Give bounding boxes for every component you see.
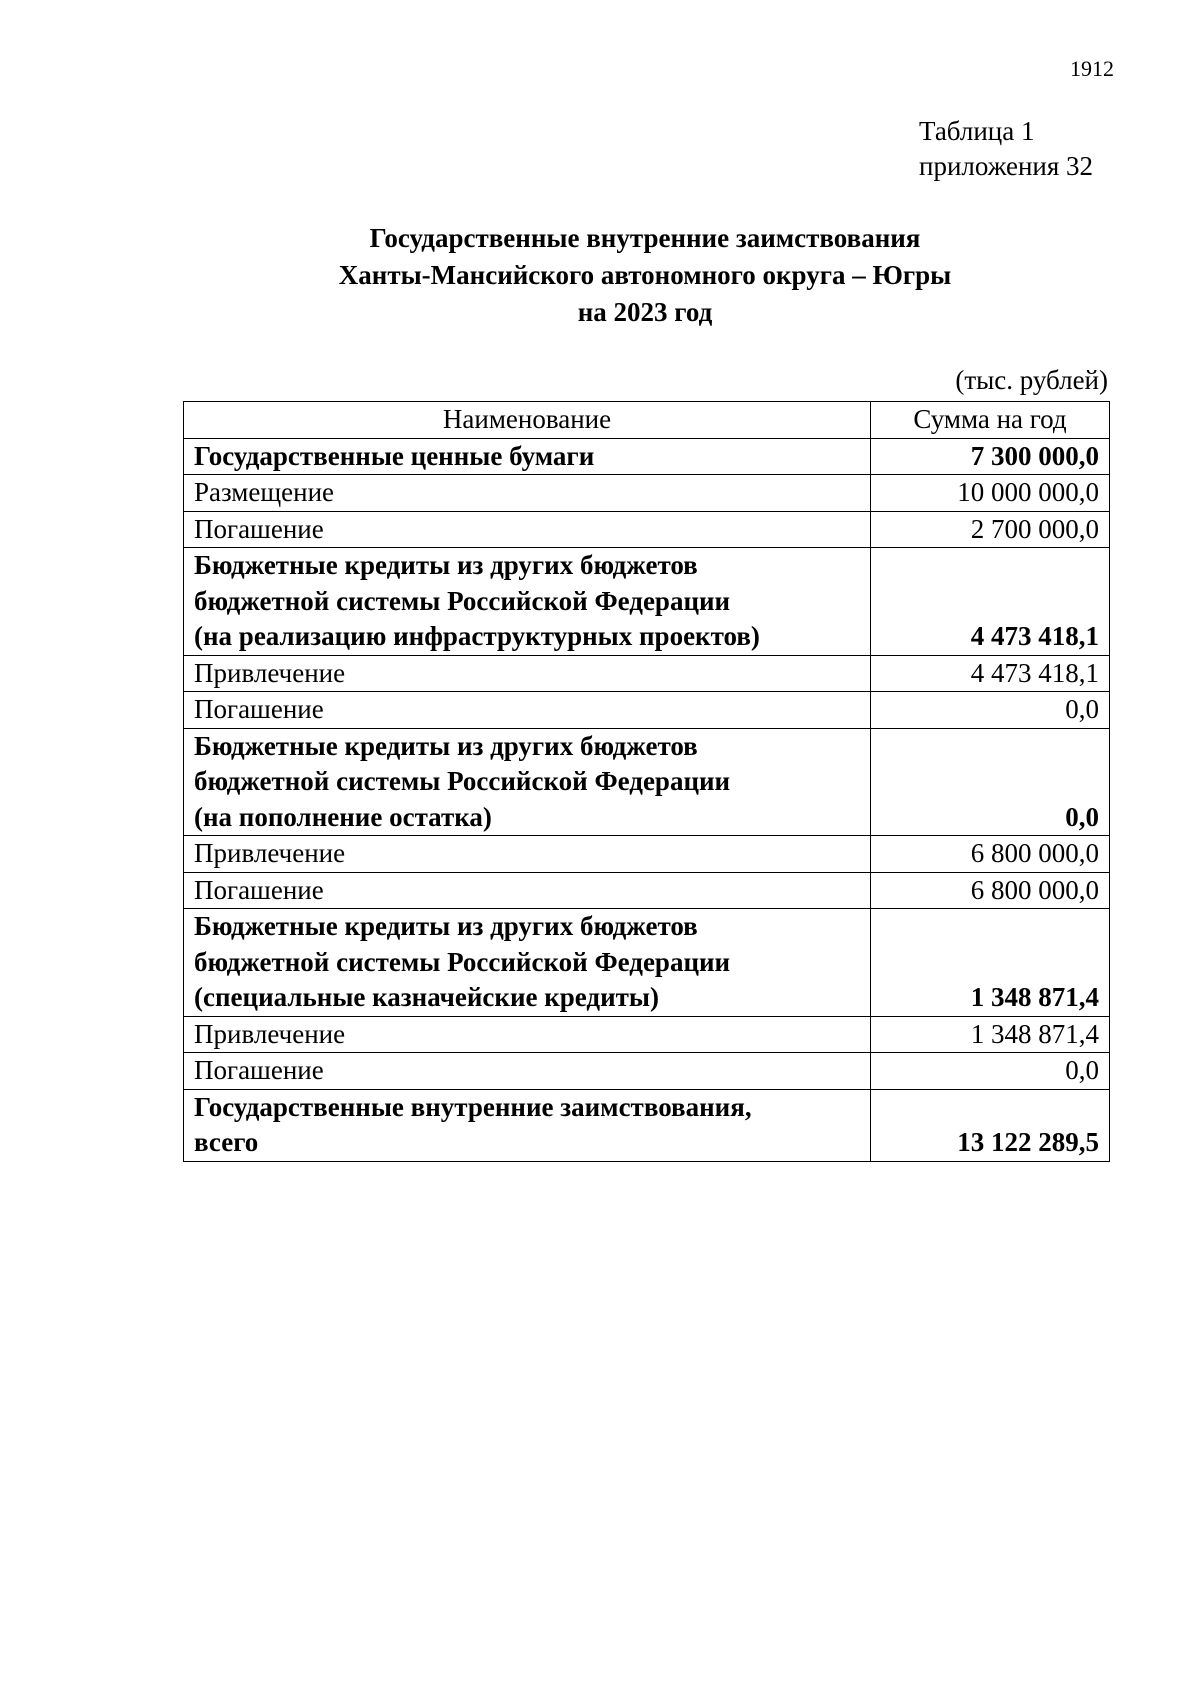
row-name-line: Погашение: [194, 694, 324, 724]
row-sum-cell: 4 473 418,1: [871, 655, 1110, 692]
row-name-cell: [184, 692, 871, 729]
table-body: [184, 438, 1110, 1161]
column-header-name: Наименование: [184, 402, 871, 439]
row-name-line: Бюджетные кредиты из других бюджетов: [194, 911, 698, 941]
row-sum-cell: 7 300 000,0: [871, 438, 1110, 475]
row-sum-cell: 1 348 871,4: [871, 1016, 1110, 1053]
row-sum-cell: 10 000 000,0: [871, 475, 1110, 512]
row-name-line: бюджетной системы Российской Федерации: [194, 946, 731, 977]
table-row: [184, 475, 1110, 512]
row-name-cell: [184, 1016, 871, 1053]
row-name-line: (специальные казначейские кредиты): [194, 982, 659, 1012]
table-header-row: [184, 402, 1110, 439]
row-name-line: (на пополнение остатка): [194, 801, 492, 832]
row-name-line: Привлечение: [194, 1018, 346, 1049]
row-sum-cell: 0,0: [871, 692, 1110, 729]
row-sum-cell: 0,0: [871, 1053, 1110, 1090]
row-name-line: Бюджетные кредиты из других бюджетов: [194, 550, 698, 580]
row-name-cell: [184, 909, 871, 1017]
table-row: [184, 728, 1110, 836]
row-name-line: бюджетной системы Российской Федерации: [194, 766, 731, 796]
table-row: [184, 1089, 1110, 1161]
table-row: [184, 548, 1110, 656]
table-row: [184, 872, 1110, 909]
row-name-line: всего: [194, 1127, 259, 1157]
row-sum-cell: 13 122 289,5: [871, 1089, 1110, 1161]
row-sum-cell: 1 348 871,4: [871, 909, 1110, 1017]
row-sum-cell: 4 473 418,1: [871, 548, 1110, 656]
row-sum-cell: 2 700 000,0: [871, 511, 1110, 548]
units-label: (тыс. рублей): [955, 365, 1108, 395]
row-name-line: Погашение: [194, 874, 324, 905]
row-name-cell: [184, 728, 871, 836]
title-line: Государственные внутренние заимствования: [369, 223, 921, 253]
caption-line: Таблица 1: [919, 116, 1035, 146]
row-name-cell: [184, 1053, 871, 1090]
borrowings-table: [183, 401, 1110, 1162]
row-name-line: Государственные внутренние заимствования,: [194, 1091, 752, 1122]
table-caption: [919, 114, 1093, 184]
table-row: [184, 1016, 1110, 1053]
caption-line: приложения 32: [919, 151, 1094, 181]
row-name-cell: [184, 872, 871, 909]
table-row: [184, 438, 1110, 475]
table-row: [184, 692, 1110, 729]
row-name-cell: [184, 511, 871, 548]
row-sum-cell: 6 800 000,0: [871, 836, 1110, 873]
row-name-cell: [184, 655, 871, 692]
table-row: [184, 655, 1110, 692]
title-line: на 2023 год: [577, 297, 713, 327]
row-name-cell: [184, 548, 871, 656]
title-line: Ханты-Мансийского автономного округа – Югры: [338, 260, 952, 290]
column-header-sum: Сумма на год: [871, 402, 1110, 439]
row-name-cell: [184, 836, 871, 873]
row-name-cell: [184, 438, 871, 475]
row-sum-cell: 6 800 000,0: [871, 872, 1110, 909]
document-title: [0, 220, 1200, 331]
row-name-line: Привлечение: [194, 657, 346, 688]
row-name-line: Государственные ценные бумаги: [194, 440, 595, 471]
row-sum-cell: 0,0: [871, 728, 1110, 836]
table-row: [184, 909, 1110, 1017]
row-name-line: Погашение: [194, 513, 324, 544]
row-name-cell: [184, 1089, 871, 1161]
table-row: [184, 836, 1110, 873]
row-name-cell: [184, 475, 871, 512]
row-name-line: Размещение: [194, 477, 335, 507]
row-name-line: Бюджетные кредиты из других бюджетов: [194, 730, 698, 761]
row-name-line: (на реализацию инфраструктурных проектов): [194, 621, 760, 651]
row-name-line: Погашение: [194, 1055, 324, 1085]
row-name-line: бюджетной системы Российской Федерации: [194, 585, 731, 616]
table-row: [184, 1053, 1110, 1090]
table-row: [184, 511, 1110, 548]
row-name-line: Привлечение: [194, 838, 346, 868]
page-number: 1912: [1070, 56, 1114, 81]
